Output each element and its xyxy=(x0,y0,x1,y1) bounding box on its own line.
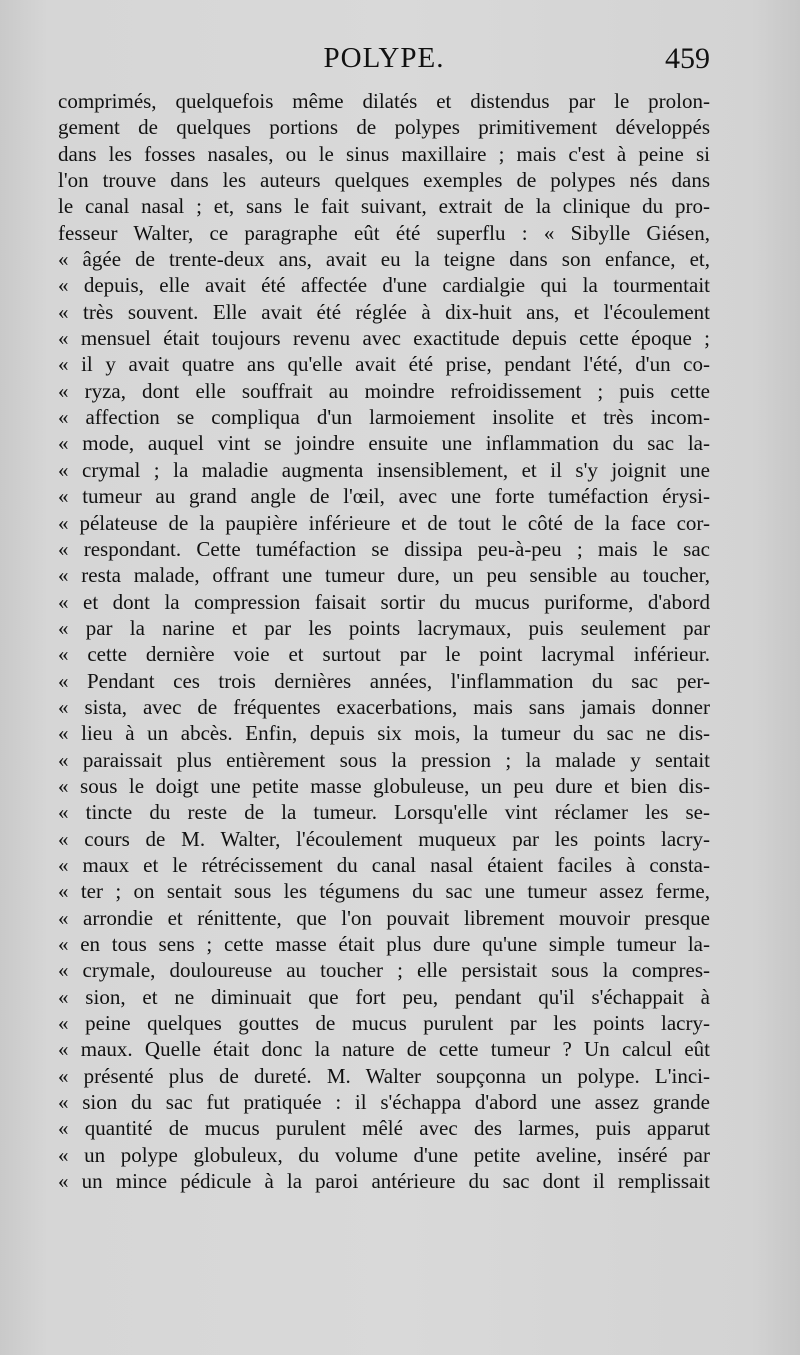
text-line: « sous le doigt une petite masse globuleuse, un peu dure et bien dis- xyxy=(58,773,710,798)
text-line: « Pendant ces trois dernières années, l'inflammation du sac per- xyxy=(58,668,710,693)
text-line: « affection se compliqua d'un larmoiement insolite et très incom- xyxy=(58,405,710,430)
text-line: « maux. Quelle était donc la nature de cette tumeur ? Un calcul eût xyxy=(58,1037,710,1062)
text-line: fesseur Walter, ce paragraphe eût été superflu : « Sibylle Giésen, xyxy=(58,220,710,245)
text-line: « arrondie et rénittente, que l'on pouvait librement mouvoir presque xyxy=(58,905,710,930)
text-line: gement de quelques portions de polypes primitivement développés xyxy=(58,115,710,140)
text-line: « respondant. Cette tuméfaction se dissipa peu-à-peu ; mais le sac xyxy=(58,536,710,561)
text-line: dans les fosses nasales, ou le sinus maxillaire ; mais c'est à peine si xyxy=(58,141,710,166)
text-line: « sion du sac fut pratiquée : il s'échappa d'abord une assez grande xyxy=(58,1090,710,1115)
text-line: l'on trouve dans les auteurs quelques exemples de polypes nés dans xyxy=(58,168,710,193)
text-line: « quantité de mucus purulent mêlé avec des larmes, puis apparut xyxy=(58,1116,710,1141)
text-line: « crymale, douloureuse au toucher ; elle persistait sous la compres- xyxy=(58,958,710,983)
text-line: « tumeur au grand angle de l'œil, avec une forte tuméfaction érysi- xyxy=(58,484,710,509)
text-line: « un polype globuleux, du volume d'une petite aveline, inséré par xyxy=(58,1142,710,1167)
text-line: « présenté plus de dureté. M. Walter soupçonna un polype. L'inci- xyxy=(58,1063,710,1088)
text-line: « mensuel était toujours revenu avec exactitude depuis cette époque ; xyxy=(58,326,710,351)
text-line: « mode, auquel vint se joindre ensuite une inflammation du sac la- xyxy=(58,431,710,456)
text-line: « depuis, elle avait été affectée d'une cardialgie qui la tourmentait xyxy=(58,273,710,298)
text-line: « tincte du reste de la tumeur. Lorsqu'elle vint réclamer les se- xyxy=(58,800,710,825)
text-line: « un mince pédicule à la paroi antérieure du sac dont il remplissait xyxy=(58,1169,710,1194)
text-line: « par la narine et par les points lacrymaux, puis seulement par xyxy=(58,615,710,640)
text-line: « et dont la compression faisait sortir du mucus puriforme, d'abord xyxy=(58,589,710,614)
text-line: « âgée de trente-deux ans, avait eu la teigne dans son enfance, et, xyxy=(58,247,710,272)
text-line: « resta malade, offrant une tumeur dure, un peu sensible au toucher, xyxy=(58,563,710,588)
text-line: « crymal ; la maladie augmenta insensiblement, et il s'y joignit une xyxy=(58,457,710,482)
text-line: « très souvent. Elle avait été réglée à dix-huit ans, et l'écoulement xyxy=(58,299,710,324)
text-line: le canal nasal ; et, sans le fait suivant, extrait de la clinique du pro- xyxy=(58,194,710,219)
text-line: « paraissait plus entièrement sous la pression ; la malade y sentait xyxy=(58,747,710,772)
text-line: « il y avait quatre ans qu'elle avait été prise, pendant l'été, d'un co- xyxy=(58,352,710,377)
text-line: « sion, et ne diminuait que fort peu, pendant qu'il s'échappait à xyxy=(58,984,710,1009)
page-number: 459 xyxy=(665,42,710,75)
body-text xyxy=(58,88,710,1194)
text-line: « lieu à un abcès. Enfin, depuis six mois, la tumeur du sac ne dis- xyxy=(58,721,710,746)
text-line: « ter ; on sentait sous les tégumens du sac une tumeur assez ferme, xyxy=(58,879,710,904)
text-line: « sista, avec de fréquentes exacerbations, mais sans jamais donner xyxy=(58,694,710,719)
text-line: « maux et le rétrécissement du canal nasal étaient faciles à consta- xyxy=(58,852,710,877)
text-line: comprimés, quelquefois même dilatés et distendus par le prolon- xyxy=(58,89,710,113)
text-line: « pélateuse de la paupière inférieure et de tout le côté de la face cor- xyxy=(58,510,710,535)
running-title: POLYPE. xyxy=(323,42,445,74)
running-head xyxy=(0,42,800,78)
text-line: « cours de M. Walter, l'écoulement muqueux par les points lacry- xyxy=(58,826,710,851)
text-line: « cette dernière voie et surtout par le point lacrymal inférieur. xyxy=(58,642,710,667)
text-line: « ryza, dont elle souffrait au moindre refroidissement ; puis cette xyxy=(58,378,710,403)
text-line: « peine quelques gouttes de mucus purulent par les points lacry- xyxy=(58,1011,710,1036)
text-line: « en tous sens ; cette masse était plus dure qu'une simple tumeur la- xyxy=(58,932,710,956)
